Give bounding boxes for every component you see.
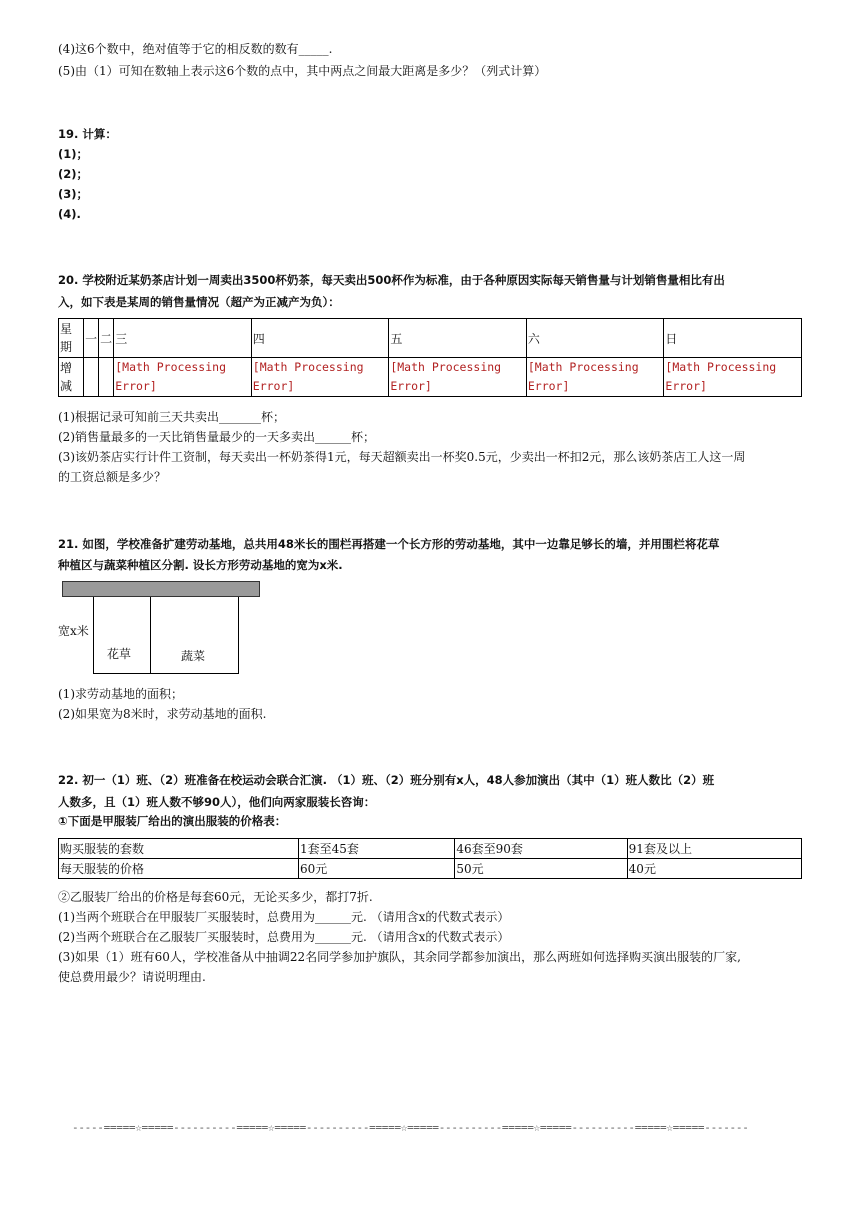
width-label: 宽x米	[58, 624, 89, 638]
q21-part1: (1)求劳动基地的面积；	[58, 687, 183, 701]
q22-intro-line3: ①下面是甲服装厂给出的演出服装的价格表：	[58, 814, 287, 828]
q19-item-3: (3)；	[58, 187, 89, 201]
q22-intro-line2: 人数多，且（1）班人数不够90人），他们向两家服装长咨询：	[58, 795, 376, 809]
q19-item-4: (4).	[58, 207, 81, 221]
price-cell: 40元	[627, 859, 801, 879]
math-error-cell: [Math Processing Error]	[251, 358, 389, 397]
q21-intro-line2: 种植区与蔬菜种植区分割. 设长方形劳动基地的宽为x米.	[58, 558, 343, 572]
table-row	[59, 358, 802, 397]
empty-cell	[99, 358, 114, 397]
math-error-cell: [Math Processing Error]	[664, 358, 802, 397]
header-cell: 购买服装的套数	[59, 839, 299, 859]
table-row	[59, 839, 802, 859]
q22-part1: (1)当两个班联合在甲服装厂买服装时，总费用为______元. （请用含x的代数式表示）	[58, 910, 510, 924]
header-cell: 46套至90套	[455, 839, 627, 859]
day-cell: 四	[251, 319, 389, 358]
q19-item-1: (1)；	[58, 147, 89, 161]
q18-part4: (4)这6个数中，绝对值等于它的相反数的数有_____.	[58, 42, 333, 56]
q21-intro-line1: 21. 如图，学校准备扩建劳动基地，总共用48米长的围栏再搭建一个长方形的劳动基地，其中一边靠足够长的墙，并用围栏将花草	[58, 537, 720, 551]
empty-cell	[84, 358, 99, 397]
q20-part2: (2)销售量最多的一天比销售量最少的一天多卖出______杯；	[58, 430, 376, 444]
price-cell: 60元	[298, 859, 454, 879]
sales-table	[58, 318, 802, 397]
day-cell: 三	[114, 319, 252, 358]
row-label-weekday: 星期	[59, 319, 84, 358]
q20-intro-line1: 20. 学校附近某奶茶店计划一周卖出3500杯奶茶，每天卖出500杯作为标准，由于各种原因实际每天销售量与计划销售量相比有出	[58, 273, 725, 287]
footer-divider: -----=====☆=====----------=====☆=====----------=====☆=====----------=====☆=====----------=====☆=====-------	[72, 1121, 749, 1134]
q22-intro-line1: 22. 初一（1）班、（2）班准备在校运动会联合汇演. （1）班、（2）班分别有x人，48人参加演出（其中（1）班人数比（2）班	[58, 773, 715, 787]
vegetable-label: 蔬菜	[181, 649, 206, 663]
flower-area	[93, 597, 151, 674]
math-error-cell: [Math Processing Error]	[114, 358, 252, 397]
q19-item-2: (2)；	[58, 167, 89, 181]
row-label-change: 增减	[59, 358, 84, 397]
q20-part3-line2: 的工资总额是多少？	[58, 470, 167, 484]
price-table	[58, 838, 802, 879]
day-cell: 二	[99, 319, 114, 358]
q22-part2: (2)当两个班联合在乙服装厂买服装时，总费用为______元. （请用含x的代数式表示）	[58, 930, 510, 944]
q21-part2: (2)如果宽为8米时，求劳动基地的面积.	[58, 707, 267, 721]
math-error-cell: [Math Processing Error]	[526, 358, 664, 397]
day-cell: 五	[389, 319, 527, 358]
table-row	[59, 319, 802, 358]
price-cell: 50元	[455, 859, 627, 879]
q22-part3-line1: (3)如果（1）班有60人，学校准备从中抽调22名同学参加护旗队，其余同学都参加演出，那么两班如何选择购买演出服装的厂家,	[58, 950, 741, 964]
q20-part3-line1: (3)该奶茶店实行计件工资制，每天卖出一杯奶茶得1元，每天超额卖出一杯奖0.5元，少卖出一杯扣2元，那么该奶茶店工人这一周	[58, 450, 746, 464]
wall	[62, 581, 260, 597]
day-cell: 日	[664, 319, 802, 358]
header-cell: 91套及以上	[627, 839, 801, 859]
table-row	[59, 859, 802, 879]
q18-part5: (5)由（1）可知在数轴上表示这6个数的点中，其中两点之间最大距离是多少？（列式计算）	[58, 64, 547, 78]
price-cell: 每天服装的价格	[59, 859, 299, 879]
q19-title: 19. 计算：	[58, 127, 117, 141]
q22-note: ②乙服装厂给出的价格是每套60元，无论买多少，都打7折.	[58, 890, 373, 904]
day-cell: 一	[84, 319, 99, 358]
q20-intro-line2: 入，如下表是某周的销售量情况（超产为正减产为负）：	[58, 295, 340, 309]
q20-part1: (1)根据记录可知前三天共卖出_______杯；	[58, 410, 285, 424]
math-error-cell: [Math Processing Error]	[389, 358, 527, 397]
header-cell: 1套至45套	[298, 839, 454, 859]
flower-label: 花草	[107, 647, 132, 661]
q22-part3-line2: 使总费用最少？请说明理由.	[58, 970, 206, 984]
day-cell: 六	[526, 319, 664, 358]
